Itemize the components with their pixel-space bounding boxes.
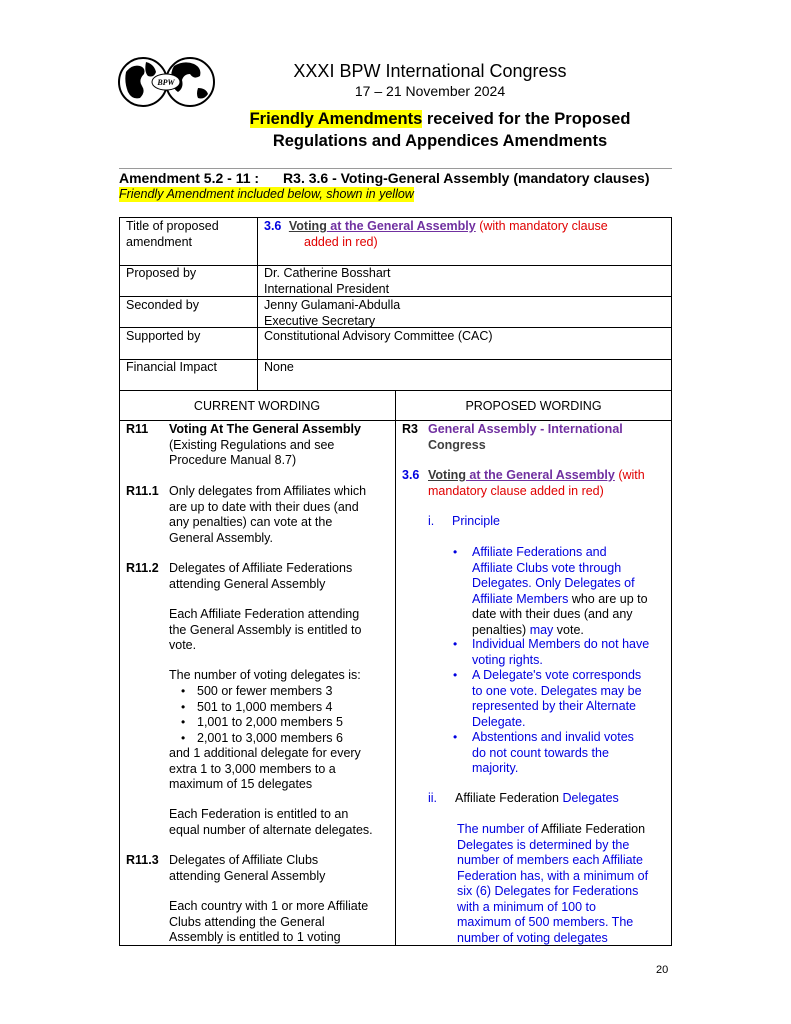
p4-line1: Each Federation is entitled to an bbox=[169, 807, 349, 821]
heading-line2: Regulations and Appendices Amendments bbox=[272, 132, 608, 150]
voting-delegates-intro: The number of voting delegates is: bbox=[169, 668, 361, 682]
bullet-item: 500 or fewer members 3 bbox=[197, 684, 333, 698]
seconded-by-role: Executive Secretary bbox=[264, 313, 376, 328]
ii-title-a: Affiliate Federation bbox=[455, 791, 563, 805]
p-line3: number of members each Affiliate bbox=[457, 853, 643, 867]
financial-impact-value: None bbox=[264, 360, 294, 374]
bullet-dot: • bbox=[453, 637, 458, 651]
table-column-divider bbox=[257, 217, 258, 391]
s36-red-2: mandatory clause added in red) bbox=[428, 483, 604, 498]
r11-1-text bbox=[169, 484, 366, 546]
r11-title: Voting At The General Assembly bbox=[169, 422, 361, 436]
title-value bbox=[264, 219, 669, 250]
r11-3-line2: attending General Assembly bbox=[169, 868, 326, 883]
bullet-dot: • bbox=[453, 545, 458, 559]
clubs-entitlement-text bbox=[169, 899, 368, 946]
b4-line2: do not count towards the bbox=[472, 745, 609, 760]
proposed-by-role: International President bbox=[264, 281, 390, 296]
p5-line2: Clubs attending the General bbox=[169, 914, 325, 929]
wording-column-divider bbox=[395, 390, 396, 946]
s36-title bbox=[428, 468, 645, 499]
supported-by-value: Constitutional Advisory Committee (CAC) bbox=[264, 329, 493, 343]
seconded-by-name: Jenny Gulamani-Abdulla bbox=[264, 298, 401, 312]
principle-bullet-4 bbox=[472, 730, 634, 777]
r11-1-line2: are up to date with their dues (and bbox=[169, 499, 359, 514]
b1-line6a: penalties) bbox=[472, 622, 530, 637]
amendment-subject: R3. 3.6 - Voting-General Assembly (mandatory clauses) bbox=[283, 170, 650, 186]
r11-1-line3: any penalties) can vote at the bbox=[169, 515, 333, 529]
b1-line1: Affiliate Federations and bbox=[472, 545, 607, 559]
amendment-note: Friendly Amendment included below, shown in yellow bbox=[119, 187, 414, 201]
p-line7: maximum of 500 members. The bbox=[457, 915, 634, 929]
title-at-ga: at the General Assembly bbox=[326, 219, 476, 233]
federation-delegates-text bbox=[457, 822, 648, 946]
heading-highlight: Friendly Amendments bbox=[249, 110, 423, 128]
r11-line2: (Existing Regulations and see bbox=[169, 437, 335, 452]
bullet-item: 501 to 1,000 members 4 bbox=[197, 699, 333, 714]
bpw-globe-logo-icon bbox=[118, 54, 218, 110]
proposed-by-name: Dr. Catherine Bosshart bbox=[264, 266, 391, 280]
r3-ga: General Assembly bbox=[428, 422, 537, 436]
congress-dates: 17 – 21 November 2024 bbox=[354, 83, 506, 99]
proposed-wording-header: PROPOSED WORDING bbox=[465, 399, 602, 413]
principle-bullet-3 bbox=[472, 668, 642, 730]
p5-line1: Each country with 1 or more Affiliate bbox=[169, 899, 369, 913]
r11-3-text bbox=[169, 853, 325, 884]
p-line8: number of voting delegates bbox=[457, 930, 608, 945]
r11-2-line1: Delegates of Affiliate Federations bbox=[169, 561, 353, 575]
federation-entitlement-text bbox=[169, 607, 361, 654]
b1-line2: Affiliate Clubs vote through bbox=[472, 560, 622, 575]
document-heading bbox=[200, 108, 680, 152]
r11-2-line2: attending General Assembly bbox=[169, 576, 326, 591]
bullet-item: 1,001 to 2,000 members 5 bbox=[197, 715, 343, 729]
r11-2-number: R11.2 bbox=[126, 561, 159, 575]
supported-by-label: Supported by bbox=[126, 329, 201, 343]
b1-line5: date with their dues (and any bbox=[472, 607, 633, 621]
current-wording-header: CURRENT WORDING bbox=[193, 399, 321, 413]
r11-text bbox=[169, 422, 361, 469]
p1-line3: vote. bbox=[169, 638, 197, 652]
heading-rest: received for the Proposed bbox=[422, 110, 631, 128]
b4-line3: majority. bbox=[472, 761, 519, 775]
proposed-by-value bbox=[264, 266, 390, 297]
r3-title bbox=[428, 422, 623, 453]
b3-line2: to one vote. Delegates may be bbox=[472, 683, 642, 698]
s36-number: 3.6 bbox=[402, 468, 420, 482]
r11-number: R11 bbox=[126, 422, 149, 436]
b3-line3: represented by their Alternate bbox=[472, 699, 636, 713]
title-number: 3.6 bbox=[264, 219, 282, 233]
table-row-divider bbox=[119, 265, 672, 266]
amendment-label: Amendment 5.2 - 11 : bbox=[119, 170, 260, 186]
r3-international: - International bbox=[536, 422, 623, 436]
p-line1a: The number of bbox=[457, 822, 542, 836]
bullet-dot: • • • • bbox=[181, 684, 186, 745]
b2-line1: Individual Members do not have bbox=[472, 637, 650, 651]
bullet-dot: • bbox=[453, 730, 458, 744]
title-label-line2: amendment bbox=[126, 234, 193, 249]
s36-red-1: (with bbox=[614, 468, 645, 482]
r3-congress: Congress bbox=[428, 437, 486, 452]
b3-line1: A Delegate's vote corresponds bbox=[472, 668, 642, 682]
table-row-divider bbox=[119, 296, 672, 297]
b1-line4b: who are up to bbox=[568, 591, 648, 606]
b1-line6b: may bbox=[529, 622, 554, 637]
title-label-line1: Title of proposed bbox=[126, 219, 219, 233]
r11-1-number: R11.1 bbox=[126, 484, 159, 498]
proposed-by-label: Proposed by bbox=[126, 266, 197, 280]
b3-line4: Delegate. bbox=[472, 714, 526, 729]
b1-line3: Delegates. Only Delegates of bbox=[472, 576, 635, 590]
p1-line1: Each Affiliate Federation attending bbox=[169, 607, 360, 621]
section-ii-number: ii. bbox=[428, 791, 438, 805]
p-line5: six (6) Delegates for Federations bbox=[457, 884, 639, 898]
bullet-dot: • bbox=[453, 668, 458, 682]
title-voting: Voting bbox=[288, 219, 327, 233]
r11-3-number: R11.3 bbox=[126, 853, 159, 867]
p5-line3: Assembly is entitled to 1 voting bbox=[169, 930, 341, 944]
p1-line2: the General Assembly is entitled to bbox=[169, 622, 362, 637]
title-label bbox=[126, 219, 219, 250]
p-line1b: Affiliate Federation bbox=[541, 822, 646, 836]
b1-line4a: Affiliate Members bbox=[472, 591, 569, 606]
b2-line2: voting rights. bbox=[472, 652, 543, 667]
p3-line2: extra 1 to 3,000 members to a bbox=[169, 761, 336, 776]
p-line6: with a minimum of 100 to bbox=[457, 899, 596, 914]
principle-bullet-1 bbox=[472, 545, 648, 638]
r11-line3: Procedure Manual 8.7) bbox=[169, 453, 297, 467]
wording-header-divider bbox=[119, 420, 672, 421]
p-line2: Delegates is determined by the bbox=[457, 837, 630, 852]
seconded-by-label: Seconded by bbox=[126, 298, 199, 312]
divider bbox=[119, 168, 672, 169]
svg-text:BPW: BPW bbox=[157, 78, 175, 87]
bullet-item: 2,001 to 3,000 members 6 bbox=[197, 730, 343, 745]
section-i-title: Principle bbox=[452, 514, 500, 528]
r3-number: R3 bbox=[402, 422, 418, 436]
ii-title-b: Delegates bbox=[562, 791, 619, 805]
b4-line1: Abstentions and invalid votes bbox=[472, 730, 634, 744]
financial-impact-label: Financial Impact bbox=[126, 360, 218, 374]
principle-bullet-2 bbox=[472, 637, 649, 668]
r11-3-line1: Delegates of Affiliate Clubs bbox=[169, 853, 319, 867]
section-i-number: i. bbox=[428, 514, 435, 528]
page-number: 20 bbox=[656, 964, 669, 976]
r11-1-line1: Only delegates from Affiliates which bbox=[169, 484, 367, 498]
amendment-title bbox=[119, 170, 679, 187]
delegate-bullets bbox=[197, 684, 343, 746]
alternate-delegates-text bbox=[169, 807, 373, 838]
congress-title: XXXI BPW International Congress bbox=[293, 61, 567, 81]
s36-voting: Voting bbox=[428, 468, 466, 482]
title-red-1: (with mandatory clause bbox=[475, 219, 608, 233]
section-ii-title bbox=[455, 791, 619, 807]
p4-line2: equal number of alternate delegates. bbox=[169, 822, 373, 837]
r11-2-text bbox=[169, 561, 352, 592]
s36-at-ga: at the General Assembly bbox=[465, 468, 615, 482]
additional-delegate-text bbox=[169, 746, 361, 793]
b1-line6c: vote. bbox=[553, 622, 584, 637]
seconded-by-value bbox=[264, 298, 400, 329]
p3-line1: and 1 additional delegate for every bbox=[169, 746, 361, 760]
r11-1-line4: General Assembly. bbox=[169, 530, 273, 545]
p-line4: Federation has, with a minimum of bbox=[457, 868, 649, 883]
title-red-2: added in red) bbox=[304, 234, 378, 249]
p3-line3: maximum of 15 delegates bbox=[169, 777, 313, 791]
